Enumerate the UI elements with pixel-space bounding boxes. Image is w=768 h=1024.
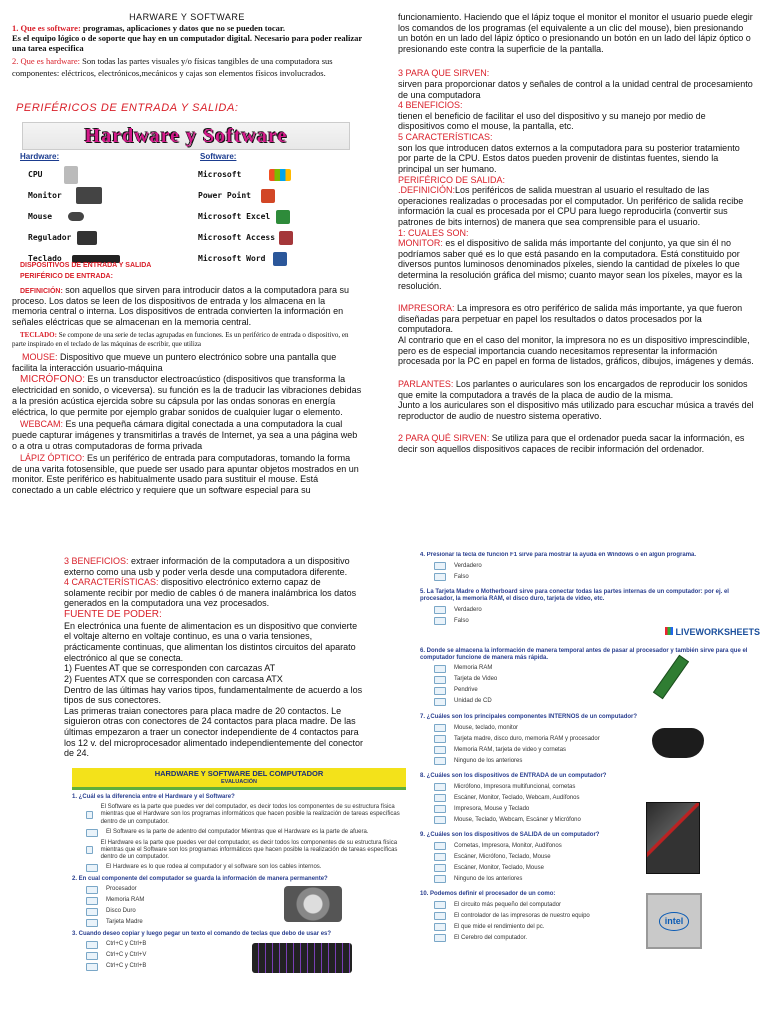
caracteristicas2-text: dispositivo electrónico externo capaz de solamente recibir por medio de cables ó de manera inalámbrica los datos generados en la computadora una vez procesados.	[64, 577, 357, 609]
quiz-header-stripe	[72, 787, 406, 790]
q7-option[interactable]: Ninguno de los anteriores	[434, 757, 760, 765]
radio-icon[interactable]	[434, 676, 446, 684]
fuente-list-2: 2) Fuentes ATX que se corresponden con carcasa ATX	[64, 673, 283, 684]
question-7: 7. ¿Cuáles son los principales componentes INTERNOS de un computador?	[420, 714, 638, 720]
excel-icon	[276, 210, 290, 224]
radio-icon[interactable]	[434, 934, 446, 942]
lapiz-text: Es un periférico de entrada para computadoras, tomando la forma de una varita fotosensible, que puede ser usado para apuntar objetos mostrados en un monitor. Este periférico es habitualmente usado para sustituir el mouse. Está conectado a un cable eléctrico y requiere que un software especial para su	[12, 453, 359, 495]
q7-option[interactable]: Memoria RAM, tarjeta de video y cornetas	[434, 746, 760, 754]
column-salida	[398, 12, 754, 455]
impresora-paragraph	[398, 303, 754, 335]
radio-icon[interactable]	[434, 757, 446, 765]
salida-def-label: .DEFINICIÓN:	[398, 185, 456, 196]
beneficios2-paragraph	[64, 556, 364, 577]
collage-banner	[22, 122, 350, 150]
hw-item: Mouse	[28, 206, 120, 227]
beneficios2-label: 3 BENEFICIOS:	[64, 556, 129, 566]
teclado-text: Se compone de una serie de teclas agrupadas en funciones. Es un periférico de entrada o dispositivo, en parte inspirado en el teclado de las máquinas de escribir, que utiliza	[12, 330, 349, 349]
periferico-salida-heading: PERIFÉRICO DE SALIDA:	[398, 174, 506, 185]
column-beneficios-fuente	[64, 556, 364, 759]
monitor-label: MONITOR:	[398, 238, 443, 249]
q5-option[interactable]: Verdadero	[434, 606, 760, 614]
q1-option[interactable]: El Software es la parte de adentro del computador Mientras que el Hardware es la parte de afuera.	[86, 829, 406, 837]
hw-list	[28, 164, 120, 269]
radio-icon[interactable]	[86, 897, 98, 905]
lapiz-label: LÁPIZ ÓPTICO:	[20, 453, 85, 464]
access-icon	[279, 231, 293, 245]
impresora-label: IMPRESORA:	[398, 303, 455, 314]
sw-title: Software:	[200, 152, 237, 161]
q2-option[interactable]: Disco Duro	[86, 908, 406, 916]
radio-icon[interactable]	[434, 562, 446, 570]
hw-title: Hardware:	[20, 152, 60, 161]
fuente-list-1: 1) Fuentes AT que se corresponden con carcazas AT	[64, 663, 276, 674]
beneficios-text: tienen el beneficio de facilitar el uso del dispositivo y su manejo por medio de dispositivos como el mouse, la pantalla, etc.	[398, 110, 706, 132]
radio-icon[interactable]	[86, 864, 98, 872]
question-4: 4. Presionar la tecla de función F1 sirve para mostrar la ayuda en Windows o en algún programa.	[420, 552, 697, 558]
radio-icon[interactable]	[434, 853, 446, 861]
microfono-text: Es un transductor electroacústico (dispositivos que transforma la electricidad en sonido, o viceversa). su función es la de traducir las vibraciones debidas a la presión acústica ejercida sobre su cápsula por las ondas sonoras en energía eléctrica, lo que permite por ejemplo grabar sonidos de cualquier lugar o elemento.	[12, 373, 362, 417]
software-definition	[12, 23, 362, 33]
parlantes-text: Los parlantes o auriculares son los encargados de reproducir los sonidos que emite la computadora a través de la placa de audio de la misma.	[398, 378, 748, 400]
cpu-icon	[64, 166, 78, 184]
radio-icon[interactable]	[434, 805, 446, 813]
lapiz-paragraph	[12, 453, 362, 495]
perifericos-caption: PERIFÉRICOS DE ENTRADA Y SALIDA:	[16, 102, 239, 114]
cuales-son-heading: 1: CUALES SON:	[398, 227, 469, 238]
software-text: programas, aplicaciones y datos que no se pueden tocar.	[80, 22, 286, 33]
radio-icon[interactable]	[86, 886, 98, 894]
para-que-sirven-text: sirven para proporcionar datos y señales de control a la unidad central de procesamiento de una computadora	[398, 79, 753, 100]
mouse-label: MOUSE:	[22, 352, 58, 363]
hw-item: Monitor	[28, 185, 120, 206]
q6-option[interactable]: Memoria RAM	[434, 665, 760, 673]
salida-definicion	[398, 185, 754, 227]
radio-icon[interactable]	[434, 912, 446, 920]
quiz-title: HARDWARE Y SOFTWARE DEL COMPUTADOR	[154, 769, 324, 778]
sw-item: Microsoft Word	[198, 248, 293, 269]
sw-item: Power Point	[198, 185, 293, 206]
liveworksheets-brand: LIVEWORKSHEETS	[420, 627, 760, 638]
radio-icon[interactable]	[434, 735, 446, 743]
q10-option[interactable]: El que mide el rendimiento del pc.	[434, 923, 760, 931]
q6-option[interactable]: Tarjeta de Video	[434, 676, 760, 684]
q10-option[interactable]: El Cerebro del computador.	[434, 934, 760, 942]
monitor-icon	[76, 187, 102, 204]
regulator-icon	[77, 231, 97, 245]
question-6: 6. Donde se almacena la información de manera temporal antes de pasar al procesador y también sirve para que el computador funcione de manera más rápida.	[420, 647, 748, 661]
q3-option[interactable]: Ctrl+C y Ctrl+B	[86, 941, 406, 949]
q2-option[interactable]: Procesador	[86, 886, 406, 894]
question-9: 9. ¿Cuáles son los dispositivos de SALIDA de un computador?	[420, 832, 600, 839]
radio-icon[interactable]	[86, 952, 98, 960]
parlantes-label: PARLANTES:	[398, 378, 454, 389]
sw-item: Microsoft Access	[198, 227, 293, 248]
quiz-subtitle: EVALUACIÓN	[221, 778, 257, 785]
radio-icon[interactable]	[434, 665, 446, 673]
microfono-paragraph	[12, 374, 362, 418]
lapiz-continuation: funcionamiento. Haciendo que el lápiz toque el monitor el monitor el usuario puede elegir los comandos de los programas (el equivalente a un clic del mouse), bien presionando un botón en un lado del lápiz óptico o presionando un botón en un lado del lápiz óptico o presionando este contra la superficie de la pantalla.	[398, 12, 753, 54]
q6-option[interactable]: Unidad de CD	[434, 698, 760, 706]
radio-icon[interactable]	[434, 783, 446, 791]
q5-option[interactable]: Falso	[434, 617, 760, 625]
radio-icon[interactable]	[434, 746, 446, 754]
motherboard-icon	[646, 802, 700, 874]
radio-icon[interactable]	[434, 724, 446, 732]
software-label: 1. Que es software:	[12, 22, 81, 33]
webcam-text: Es una pequeña cámara digital conectada a una computadora la cual puede capturar imágenes y transmitirlas a través de Internet, ya sea a una página web o a otra u otras computadoras de forma privada	[12, 419, 358, 451]
column-hardware-software	[12, 12, 362, 79]
powerpoint-icon	[261, 189, 275, 203]
salida-def-text: Los periféricos de salida muestran al usuario el resultado de las operaciones realizadas o procesadas por el computador. Un periférico de salida recibe información la cual es procesada por el CPU para luego reproducirla (convertir sus patrones de bits internos) de manera que sea comprensible para el usuario.	[398, 185, 744, 227]
radio-icon[interactable]	[434, 842, 446, 850]
hardware-definition	[12, 55, 362, 80]
q2-option[interactable]: Tarjeta Madre	[86, 919, 406, 927]
dispositivos-heading: DISPOSITIVOS DE ENTRADA Y SALIDA	[20, 262, 152, 269]
sirven2-text: Se utiliza para que el ordenador pueda sacar la información, es decir son aquellos dispositivos capaces de recibir información del ordenador.	[398, 433, 745, 454]
fuente-text-3: Las primeras traian conectores para placa madre de 20 contactos. Le siguieron otras con conectores de 24 contactos para placa madre. De las últimas empezaron a traer un conector independiente de 4 contactos para los 12 v. del microprocesador alimentado independientemente del conector de 24.	[64, 705, 364, 759]
microsoft-logo-icon	[269, 169, 291, 181]
keyboard-image-icon	[252, 943, 352, 973]
question-3: 3. Cuando deseo copiar y luego pegar un texto el comando de teclas que debo de usar es?	[72, 930, 332, 937]
fuente-text: En electrónica una fuente de alimentacion es un dispositivo que convierte el voltaje alterno en voltaje continuo, es una o varia tensiones, prácticamente continuas, que alimentan los distintos circuitos del aparato electrónico al que se conecta.	[64, 620, 358, 663]
q7-option[interactable]: Mouse, teclado, monitor	[434, 724, 760, 732]
question-1: 1. ¿Cuál es la diferencia entre el Hardware y el Software?	[72, 794, 235, 801]
page-title: HARWARE Y SOFTWARE	[129, 12, 245, 22]
radio-icon[interactable]	[434, 816, 446, 824]
teclado-label: TECLADO:	[20, 330, 57, 339]
hw-item: Teclado	[28, 248, 120, 269]
q6-block	[420, 665, 760, 706]
q2-option[interactable]: Memoria RAM	[86, 897, 406, 905]
q1-option[interactable]: El Software es la parte que puedes ver del computador, es decir todos los componentes de su estructura física mientras que el Hardware son los programas informáticos que hacen posible la realización de tareas específicas dentro de un computador.	[86, 804, 406, 825]
radio-icon[interactable]	[86, 908, 98, 916]
radio-icon[interactable]	[86, 919, 98, 927]
gamepad-icon	[652, 728, 704, 758]
monitor-text: es el dispositivo de salida más importante del conjunto, ya que sin él no podríamos saber qué es lo que está pasando en la computadora. Está constituido por diversos puntos luminosos denominados píxeles, siendo la cantidad de píxeles lo que determina la resolución gráfica del mismo; cuanto mayor sean los píxeles, mayor es la resolución.	[398, 238, 743, 291]
radio-icon[interactable]	[434, 573, 446, 581]
radio-icon[interactable]	[434, 606, 446, 614]
radio-icon[interactable]	[434, 864, 446, 872]
radio-icon[interactable]	[434, 687, 446, 695]
q8-option[interactable]: Micrófono, Impresora multifuncional, cornetas	[434, 783, 760, 791]
question-2: 2. En cual componente del computador se guarda la información de manera permanente?	[72, 875, 328, 882]
mouse-paragraph	[12, 352, 362, 373]
q2-block	[72, 886, 406, 927]
q4-option[interactable]: Verdadero	[434, 562, 760, 570]
fuente-poder-heading: FUENTE DE PODER:	[64, 609, 162, 621]
sw-list	[198, 164, 293, 269]
radio-icon[interactable]	[86, 846, 93, 854]
monitor-paragraph	[398, 238, 754, 291]
microfono-label: MICRÓFONO:	[20, 373, 85, 385]
sw-item: Microsoft Excel	[198, 206, 293, 227]
beneficios-heading: 4 BENEFICIOS:	[398, 100, 463, 111]
q9-option[interactable]: Cornetas, Impresora, Monitor, Audífonos	[434, 842, 760, 850]
q8-option[interactable]: Mouse, Teclado, Webcam, Escáner y Micrófono	[434, 816, 760, 824]
question-10: 10. Podemos definir el procesador de un como:	[420, 891, 556, 898]
caracteristicas-text: son los que introducen datos externos a la computadora para su posterior tratamiento por parte de la CPU. Estos datos pueden provenir de distintas fuentes, siendo la principal un ser humano.	[398, 142, 740, 174]
question-5: 5. La Tarjeta Madre o Motherboard sirve para conectar todas las partes internas de un computador: por ej. el procesador, la memoria RAM, el disco duro, tarjeta de video, etc.	[420, 589, 729, 603]
para-que-sirven-heading: 3 PARA QUE SIRVEN:	[398, 68, 490, 79]
q3-option[interactable]: Ctrl+C y Ctrl+B	[86, 963, 406, 971]
radio-icon[interactable]	[434, 698, 446, 706]
q7-option[interactable]: Tarjeta madre, disco duro, memoria RAM y procesador	[434, 735, 760, 743]
q3-option[interactable]: Ctrl+C y Ctrl+V	[86, 952, 406, 960]
q9-option[interactable]: Escáner, Micrófono, Teclado, Mouse	[434, 853, 760, 861]
para-que-sirven-2	[398, 433, 754, 454]
q10-block	[420, 901, 760, 942]
quiz-header	[72, 768, 406, 787]
q7-block	[420, 724, 760, 765]
q10-option[interactable]: El circuito más pequeño del computador	[434, 901, 760, 909]
hardware-label: 2. Que es hardware:	[12, 55, 80, 66]
q9-option[interactable]: Escáner, Monitor, Teclado, Mouse	[434, 864, 760, 872]
mouse-text: Dispositivo que mueve un puntero electrónico sobre una pantalla que facilita la interacción usuario-máquina	[12, 352, 337, 374]
parlantes-paragraph	[398, 379, 754, 400]
intel-logo: intel	[659, 912, 690, 931]
definicion-paragraph	[12, 285, 362, 328]
radio-icon[interactable]	[86, 941, 98, 949]
radio-icon[interactable]	[434, 794, 446, 802]
radio-icon[interactable]	[86, 963, 98, 971]
webcam-label: WEBCAM:	[20, 419, 64, 430]
mouse-icon	[68, 212, 84, 221]
radio-icon[interactable]	[86, 811, 93, 819]
radio-icon[interactable]	[86, 829, 98, 837]
sw-item: Microsoft	[198, 164, 293, 185]
q10-option[interactable]: El controlador de las impresoras de nuestro equipo	[434, 912, 760, 920]
intel-cpu-icon	[646, 893, 702, 949]
hard-drive-icon	[284, 886, 342, 922]
hardware-software-collage	[12, 102, 358, 263]
beneficios2-text: extraer información de la computadora a un dispositivo externo como una usb y poder verla desde una computadora diferente.	[64, 556, 350, 577]
periferico-entrada-heading: PERIFÉRICO DE ENTRADA:	[20, 273, 113, 281]
q8-option[interactable]: Impresora, Mouse y Teclado	[434, 805, 760, 813]
impresora-paragraph-2: Al contrario que en el caso del monitor, la impresora no es un dispositivo imprescindible, pero es de especial importancia cuando necesitamos representar la información procesada por la PC en papel en forma de listados, gráficos, dibujos, imágenes y demás.	[398, 335, 754, 367]
banner-text: Hardware y Software	[84, 125, 288, 147]
caracteristicas2-paragraph	[64, 577, 364, 609]
q8-option[interactable]: Escáner, Monitor, Teclado, Webcam, Audífonos	[434, 794, 760, 802]
impresora-text: La impresora es otro periférico de salida más importante, ya que fueron diseñadas para perpetuar en papel los resultados o datos procesados por la computadora.	[398, 303, 743, 335]
radio-icon[interactable]	[434, 901, 446, 909]
radio-icon[interactable]	[434, 923, 446, 931]
brand-logo-icon	[665, 627, 673, 635]
definicion-label: DEFINICIÓN:	[20, 287, 63, 295]
parlantes-paragraph-2: Junto a los auriculares son el dispositivo más utilizado para escuchar música a través del reproductor de audio de nuestro sistema operativo.	[398, 400, 754, 421]
hw-item: Regulador	[28, 227, 120, 248]
hardware-text: Son todas las partes visuales y/o físicas tangibles de una computadora sus componentes: eléctricos, electrónicos,mecánicos y cajas son elementos físicos involucrados.	[12, 55, 333, 78]
definicion-text: son aquellos que sirven para introducir datos a la computadora para su proceso. Los datos se leen de los dispositivos de entrada y los almacena en la memoria central o interna. Los dispositivos de entrada convierten la información en señales eléctricas que se almacenan en la memoria central.	[12, 284, 349, 327]
q3-block	[72, 941, 406, 971]
webcam-paragraph	[12, 419, 362, 451]
question-8: 8. ¿Cuáles son los dispositivos de ENTRADA de un computador?	[420, 773, 607, 780]
caracteristicas-heading: 5 CARACTERÍSTICAS:	[398, 132, 493, 143]
quiz-right	[420, 552, 760, 1022]
caracteristicas2-label: 4 CARACTERÍSTICAS:	[64, 577, 159, 588]
software-definition-2: Es el equipo lógico o de soporte que hay en un computador digital. Necesario para poder realizar una tarea especifica	[12, 32, 362, 53]
teclado-paragraph	[12, 331, 362, 350]
radio-icon[interactable]	[434, 617, 446, 625]
hw-item: CPU	[28, 164, 120, 185]
entrada-section	[12, 262, 362, 496]
fuente-text-2: Dentro de las últimas hay varios tipos, fundamentalmente de acuerdo a los tipos de sus conectores.	[64, 684, 363, 706]
q4-option[interactable]: Falso	[434, 573, 760, 581]
q1-option[interactable]: El Hardware es lo que rodea al computador y el software son los cables internos.	[86, 864, 406, 872]
q9-block	[420, 842, 760, 883]
q9-option[interactable]: Ninguno de los anteriores	[434, 875, 760, 883]
sirven2-label: 2 PARA QUÉ SIRVEN:	[398, 433, 490, 444]
q6-option[interactable]: Pendrive	[434, 687, 760, 695]
radio-icon[interactable]	[434, 875, 446, 883]
quiz-left	[72, 768, 406, 1024]
q1-option[interactable]: El Hardware es la parte que puedes ver del computador, es decir todos los componentes de su estructura física mientras que el Software son los programas informáticos que hacen posible la realización de tareas específicas dentro de un computador.	[86, 840, 406, 861]
